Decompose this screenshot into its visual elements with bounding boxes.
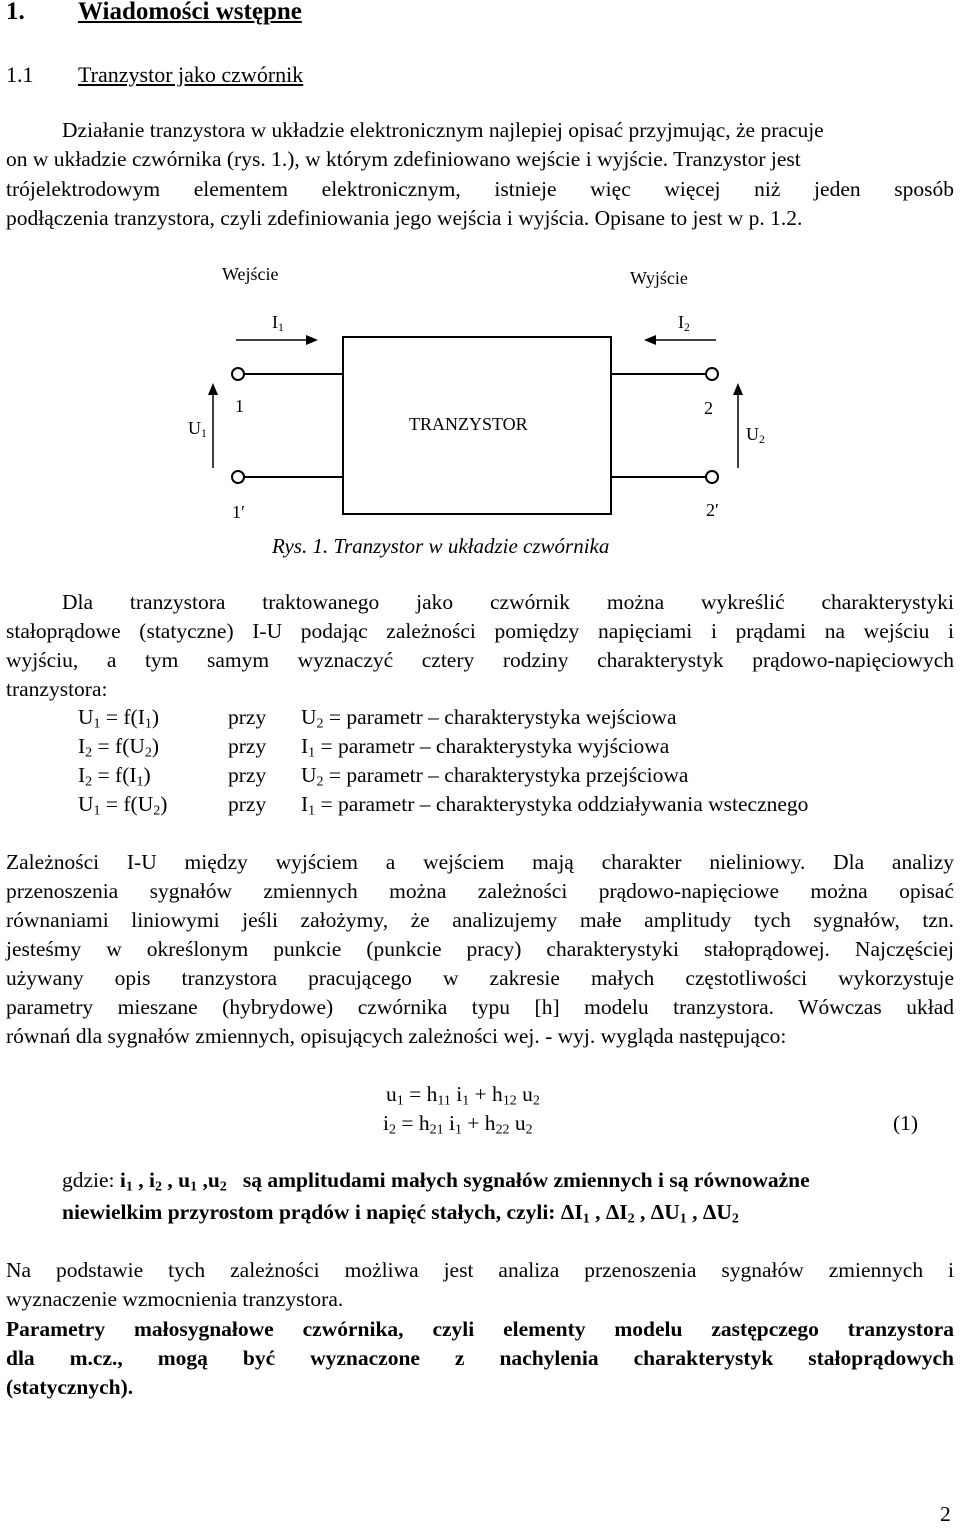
relation-rhs: $I_1$ = parametr – charakterystyka oddziaływania wstecznego bbox=[301, 792, 809, 819]
paragraph-line: stałoprądowe (statyczne) I-U podając zależności pomiędzy napięciami i prądami na wejściu i bbox=[6, 619, 954, 643]
relation-przy: przy bbox=[228, 705, 267, 729]
where-vars: $i_1$ , $i_2$ , $u_1$ $,u_2$ bbox=[119, 1168, 227, 1195]
paragraph-line: równań dla sygnałów zmiennych, opisujących zależności wej. - wyj. wygląda następująco: bbox=[6, 1024, 787, 1048]
relation-przy: przy bbox=[228, 792, 267, 816]
chapter-title: Wiadomości wstępne bbox=[78, 0, 302, 25]
paragraph-line: używany opis tranzystora pracującego w zakresie małych częstotliwości wykorzystuje bbox=[6, 966, 954, 990]
paragraph-line: Zależności I-U między wyjściem a wejściem mają charakter nieliniowy. Dla analizy bbox=[6, 850, 954, 874]
paragraph-line: Dla tranzystora traktowanego jako czwórnik można wykreślić charakterystyki bbox=[62, 590, 954, 614]
u1-arrowhead bbox=[208, 383, 218, 395]
relation-rhs: $U_2$ = parametr – charakterystyka wejściowa bbox=[301, 705, 677, 732]
paragraph-line: podłączenia tranzystora, czyli zdefiniowania jego wejścia i wyjścia. Opisane to jest w p. 1.2. bbox=[6, 206, 803, 230]
box-label: TRANZYSTOR bbox=[409, 414, 528, 434]
relation-lhs: $U_1 = f(U_2)$ bbox=[78, 792, 168, 819]
output-label: Wyjście bbox=[630, 268, 688, 288]
equation-number: (1) bbox=[893, 1111, 919, 1135]
paragraph-line: tranzystora: bbox=[6, 677, 108, 701]
relation-rhs: $I_1$ = parametr – charakterystyka wyjściowa bbox=[301, 734, 670, 761]
terminal-1-label: 1 bbox=[235, 396, 244, 416]
terminal-2-label: 2 bbox=[704, 398, 713, 418]
i2-label: $I_2$ bbox=[678, 312, 690, 334]
paragraph-line: on w układzie czwórnika (rys. 1.), w którym zdefiniowano wejście i wyjście. Tranzystor jest bbox=[6, 147, 801, 171]
where-prefix: gdzie: bbox=[62, 1168, 120, 1192]
terminal-1 bbox=[232, 368, 244, 380]
terminal-2 bbox=[706, 368, 718, 380]
where-rest: są amplitudami małych sygnałów zmiennych i są równoważne bbox=[242, 1168, 810, 1192]
paragraph-line: równaniami liniowymi jeśli założymy, że analizujemy małe amplitudy tych sygnałów, tzn. bbox=[6, 908, 954, 932]
paragraph-line: przenoszenia sygnałów zmiennych można zależności prądowo-napięciowe można opisać bbox=[6, 879, 954, 903]
paragraph-line: dla m.cz., mogą być wyznaczone z nachylenia charakterystyk stałoprądowych bbox=[6, 1346, 954, 1370]
paragraph-line: parametry mieszane (hybrydowe) czwórnika typu [h] modelu tranzystora. Wówczas układ bbox=[6, 995, 954, 1019]
figure-caption: Rys. 1. Tranzystor w układzie czwórnika bbox=[272, 534, 610, 558]
terminal-1-prime bbox=[232, 471, 244, 483]
relation-przy: przy bbox=[228, 763, 267, 787]
i2-arrowhead bbox=[644, 335, 656, 345]
paragraph-line: Działanie tranzystora w układzie elektronicznym najlepiej opisać przyjmując, że pracuje bbox=[62, 118, 824, 142]
paragraph-line: Na podstawie tych zależności możliwa jest analiza przenoszenia sygnałów zmiennych i bbox=[6, 1258, 954, 1282]
paragraph-line: Parametry małosygnałowe czwórnika, czyli elementy modelu zastępczego tranzystora bbox=[6, 1317, 954, 1341]
paragraph-line: trójelektrodowym elementem elektronicznym, istnieje więc więcej niż jeden sposób bbox=[6, 177, 954, 201]
u1-label: $U_1$ bbox=[188, 418, 207, 440]
relation-przy: przy bbox=[228, 734, 267, 758]
paragraph-line: wyznaczenie wzmocnienia tranzystora. bbox=[6, 1287, 344, 1311]
terminal-2-prime-label: 2′ bbox=[706, 500, 719, 520]
paragraph-line: wyjściu, a tym samym wyznaczyć cztery rodziny charakterystyk prądowo-napięciowych bbox=[6, 648, 954, 672]
where-line-1 bbox=[62, 1168, 810, 1193]
equation-1: $u_1 = h_{11}$ $i_1 + h_{12}$ $u_2$ bbox=[386, 1082, 540, 1109]
paragraph-line: jesteśmy w określonym punkcie (punkcie pracy) charakterystyki stałoprądowej. Najczęściej bbox=[6, 937, 954, 961]
relation-lhs: $I_2 = f(I_1)$ bbox=[78, 763, 151, 790]
section-title: Tranzystor jako czwórnik bbox=[78, 62, 304, 87]
where-deltas: $\Delta I_1$ , $\Delta I_2$ , $\Delta U_1$ , $\Delta U_2$ bbox=[560, 1200, 739, 1227]
i1-label: $I_1$ bbox=[272, 312, 284, 334]
i1-arrowhead bbox=[306, 335, 318, 345]
u2-label: $U_2$ bbox=[746, 424, 765, 446]
where-line-2 bbox=[62, 1200, 739, 1225]
section-number: 1.1 bbox=[6, 62, 34, 87]
relation-lhs: $I_2 = f(U_2)$ bbox=[78, 734, 160, 761]
equation-2: $i_2 = h_{21}$ $i_1 + h_{22}$ $u_2$ bbox=[383, 1111, 533, 1138]
chapter-number: 1. bbox=[6, 0, 25, 25]
input-label: Wejście bbox=[222, 264, 279, 284]
where-line-2-text: niewielkim przyrostom prądów i napięć stałych, czyli: bbox=[62, 1200, 556, 1224]
paragraph-line: (statycznych). bbox=[6, 1375, 134, 1399]
u2-arrowhead bbox=[733, 383, 743, 395]
terminal-2-prime bbox=[706, 471, 718, 483]
relation-lhs: $U_1 = f(I_1)$ bbox=[78, 705, 160, 732]
terminal-1-prime-label: 1′ bbox=[232, 502, 245, 522]
relation-rhs: $U_2$ = parametr – charakterystyka przejściowa bbox=[301, 763, 689, 790]
page-number: 2 bbox=[940, 1502, 951, 1526]
